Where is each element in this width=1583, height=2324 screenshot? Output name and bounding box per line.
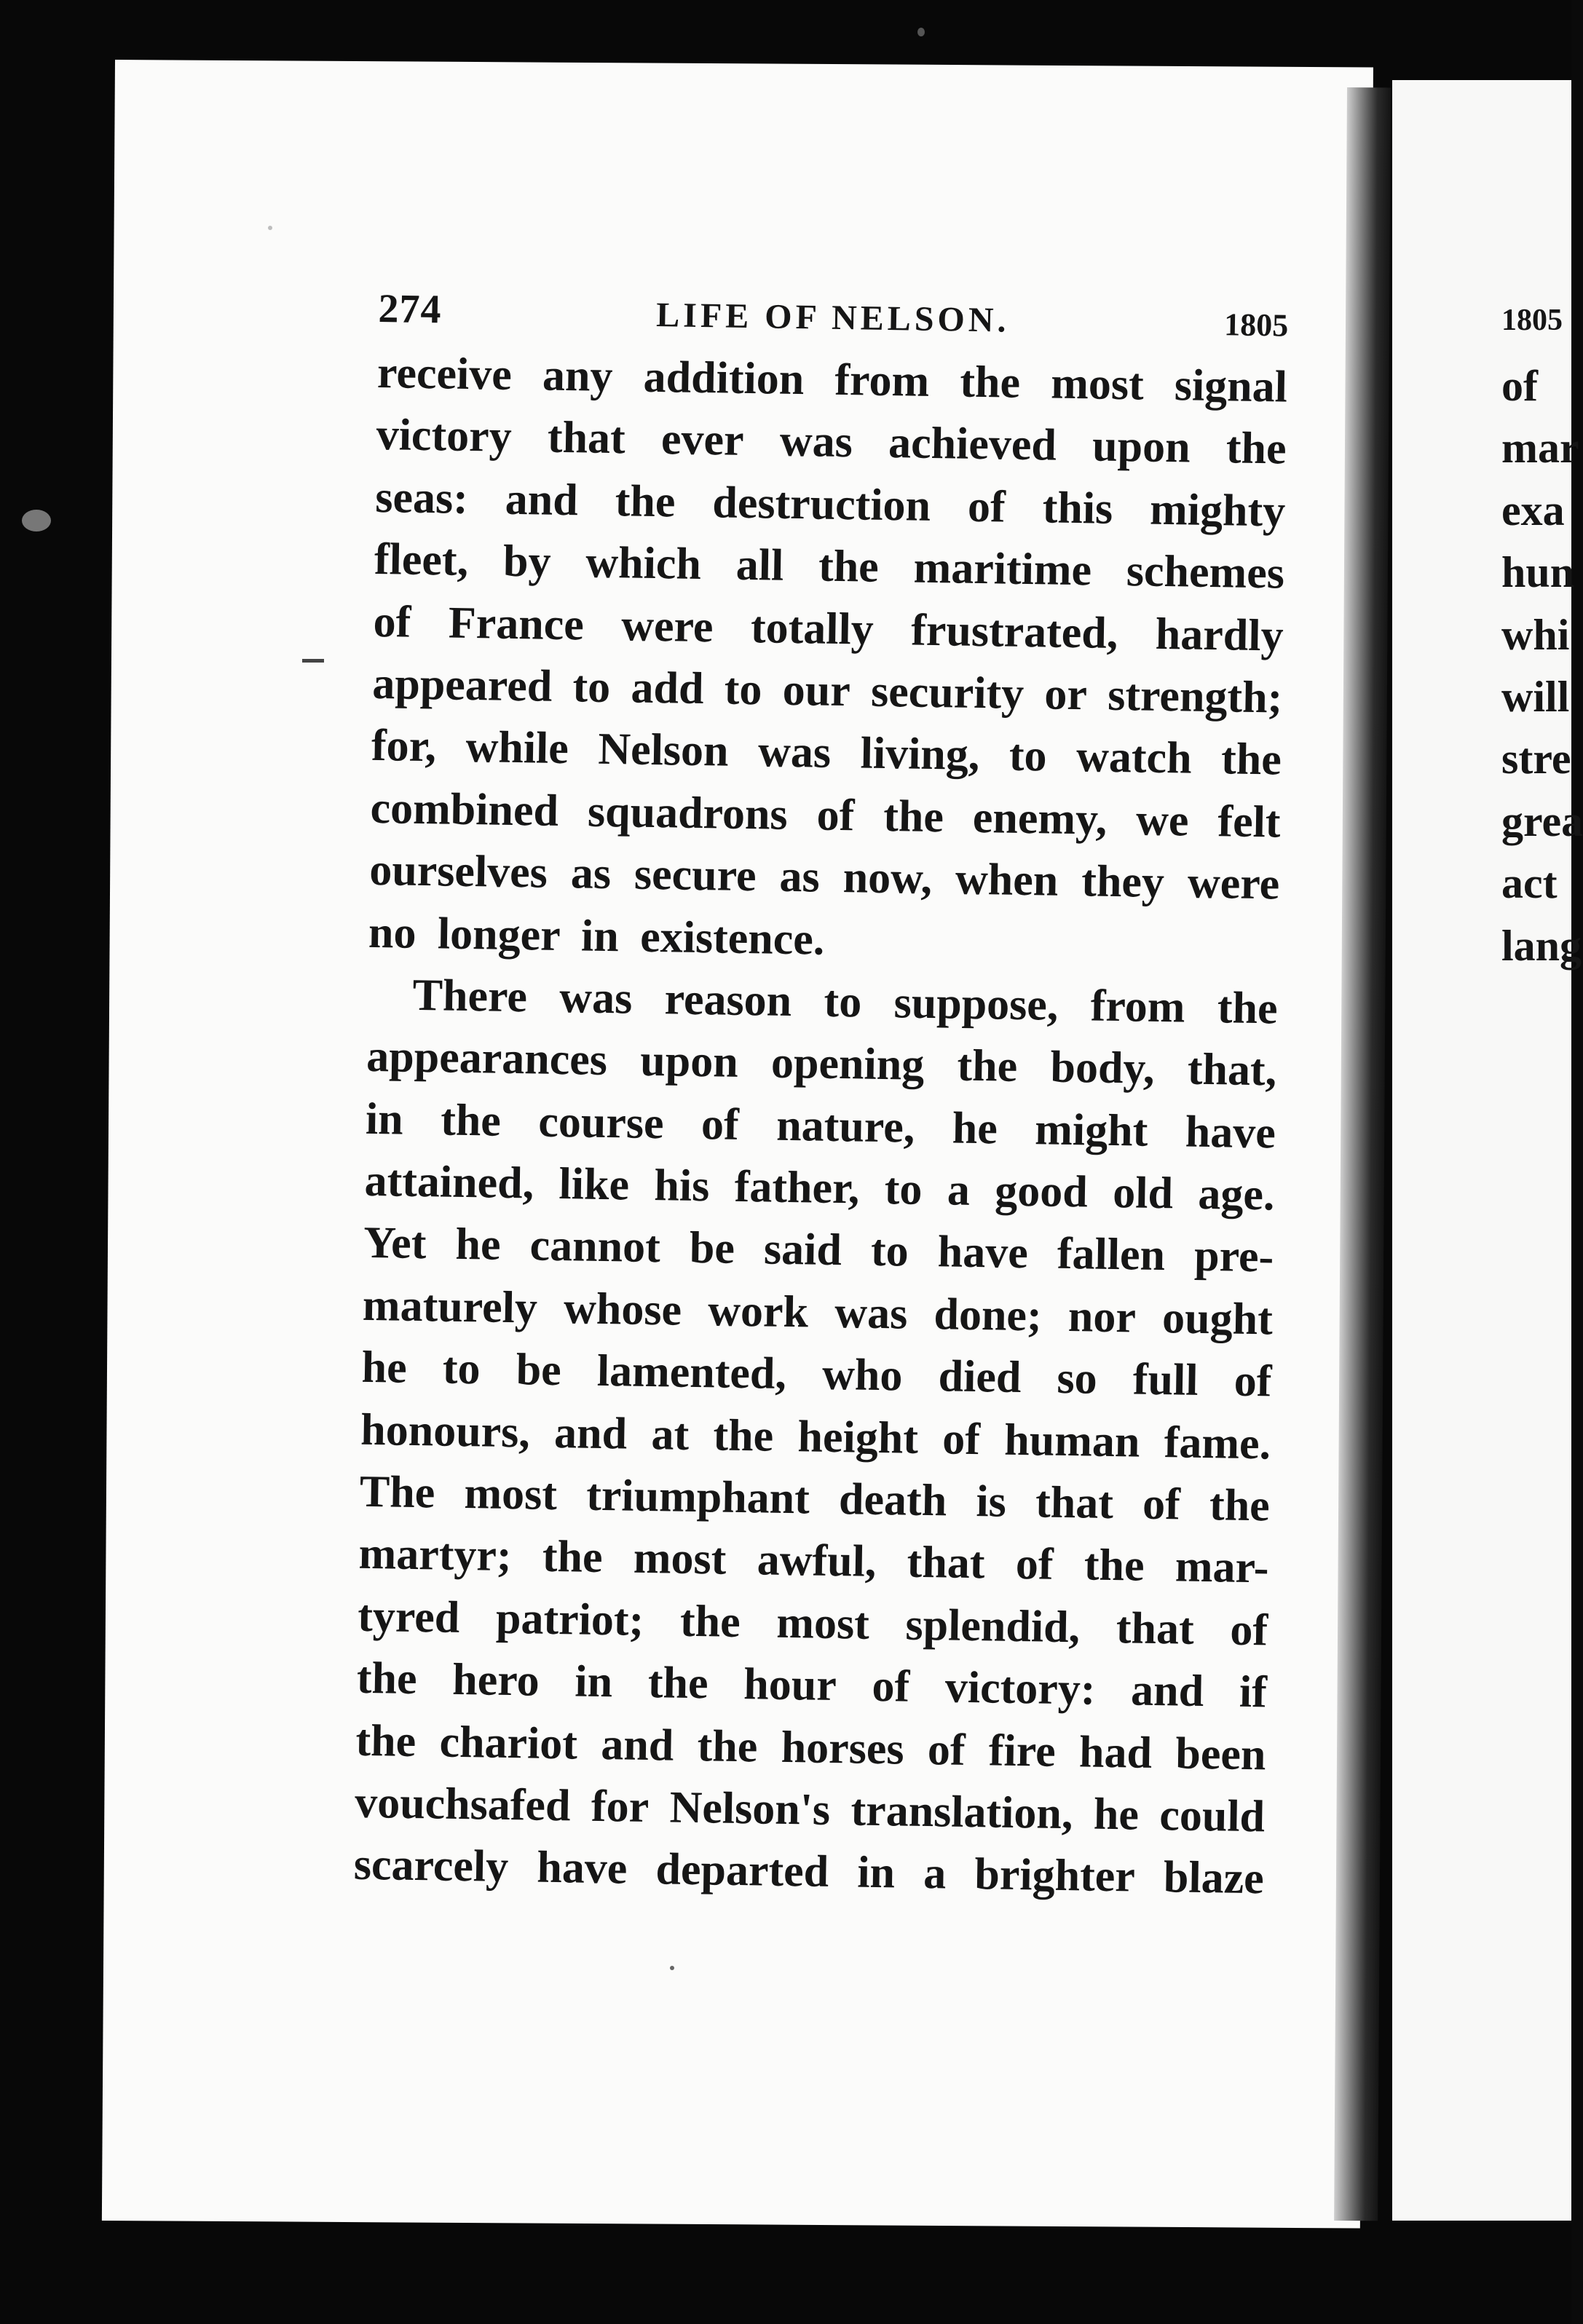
text-line: martyr; the most awful, that of the mar- <box>358 1529 1269 1593</box>
facing-line-fragment: act <box>1501 859 1558 908</box>
text-line: There was reason to suppose, from the <box>412 970 1279 1034</box>
text-line: ourselves as secure as now, when they were <box>368 845 1280 909</box>
text-line: victory that ever was achieved upon the <box>376 410 1287 474</box>
text-line: the chariot and the horses of fire had been <box>355 1715 1266 1779</box>
page-text-block <box>353 285 1289 1910</box>
text-line: receive any addition from the most signal <box>376 347 1288 412</box>
body-text <box>353 342 1287 1910</box>
facing-page-lines <box>1501 355 1583 977</box>
facing-page-text <box>1501 299 1583 977</box>
facing-line-fragment: exa <box>1501 486 1565 534</box>
text-line: no longer in existence. <box>368 907 825 965</box>
text-line: honours, and at the height of human fame. <box>360 1404 1271 1469</box>
scan-speck <box>917 28 925 36</box>
text-line: vouchsafed for Nelson's translation, he could <box>354 1777 1266 1842</box>
facing-line-fragment: mar <box>1501 424 1579 473</box>
text-line: the hero in the hour of victory: and if <box>356 1653 1268 1718</box>
facing-page-year: 1805 <box>1501 304 1563 337</box>
facing-line-fragment: stre <box>1501 735 1571 783</box>
text-line: for, while Nelson was living, to watch the <box>371 721 1282 785</box>
text-line: tyred patriot; the most splendid, that of <box>357 1591 1268 1656</box>
text-line: seas: and the destruction of this mighty <box>374 472 1286 537</box>
running-head-title: LIFE OF NELSON. <box>655 295 1010 340</box>
text-line: he to be lamented, who died so full of <box>361 1343 1272 1407</box>
text-line: attained, like his father, to a good old age. <box>364 1155 1275 1220</box>
text-line: appearances upon opening the body, that, <box>366 1032 1277 1096</box>
text-line: maturely whose work was done; nor ought <box>362 1280 1274 1345</box>
facing-line-fragment: of <box>1501 362 1538 410</box>
facing-line-fragment: whi <box>1501 610 1570 659</box>
facing-line-fragment: hun <box>1501 548 1575 597</box>
text-line: fleet, by which all the maritime schemes <box>374 534 1285 598</box>
facing-line-fragment: will <box>1501 672 1570 721</box>
text-line: appeared to add to our security or strength; <box>371 658 1283 723</box>
scan-speck <box>670 1966 674 1970</box>
facing-line-fragment: grea <box>1501 797 1583 845</box>
text-line: combined squadrons of the enemy, we felt <box>370 783 1282 847</box>
text-line: scarcely have departed in a brighter blaze <box>353 1840 1265 1904</box>
scan-speck <box>268 226 272 230</box>
running-head-year: 1805 <box>1223 307 1289 344</box>
text-line: Yet he cannot be said to have fallen pre- <box>363 1218 1274 1282</box>
text-line: of France were totally frustrated, hardly <box>373 596 1284 661</box>
text-line: in the course of nature, he might have <box>365 1094 1276 1158</box>
facing-line-fragment: lang <box>1501 921 1582 970</box>
page-number: 274 <box>378 285 442 333</box>
margin-mark <box>302 659 324 663</box>
scan-speck <box>22 510 51 531</box>
text-line: The most triumphant death is that of the <box>359 1466 1271 1531</box>
